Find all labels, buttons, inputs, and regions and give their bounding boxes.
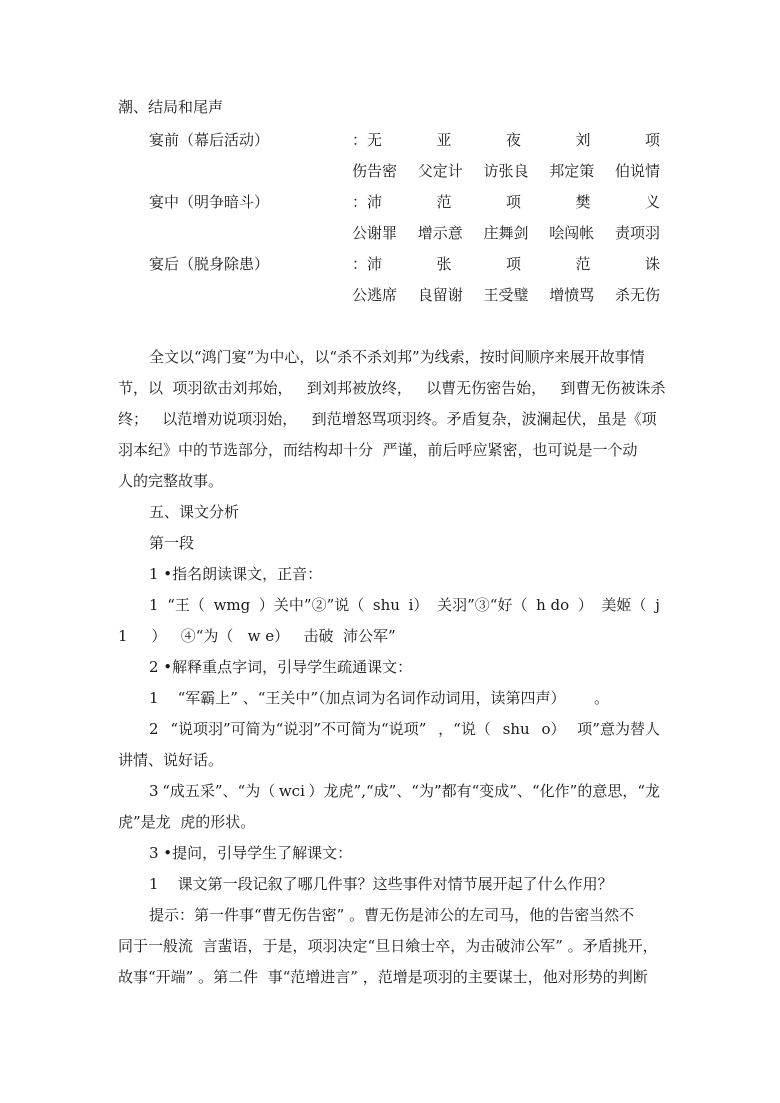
outline-event: 访张良 — [483, 162, 529, 180]
step2-item3-line1 — [149, 781, 660, 801]
item-part: “说项羽”可简为“说羽”不可简为“说项” — [170, 720, 427, 738]
outline-label-during: 宴中（明争暗斗） — [149, 193, 270, 211]
summary-line: 全文以“鸿门宴”为中心，以“杀不杀刘邦”为线索，按时间顺序来展开故事情 — [149, 348, 645, 366]
step1-title: 1 •指名朗读课文，正音： — [149, 565, 323, 583]
summary-line: 终； 以范增劝说项羽始， 到范增怒骂项羽终。矛盾复杂，波澜起伏，虽是《项 — [118, 410, 657, 428]
outline-event: 伯说情 — [614, 162, 660, 180]
step3-title: 3 •提问，引导学生了解课文： — [149, 844, 353, 862]
outline-event: 伤告密 — [352, 162, 398, 180]
summary-line: 羽本纪》中的节选部分，而结构却十分 严谨，前后呼应紧密，也可说是一个动 — [118, 441, 638, 459]
outline-char: 刘 — [575, 131, 591, 149]
outline-after-bottom — [352, 285, 660, 305]
outline-char: ：沛 — [352, 255, 383, 273]
step2-item3-line2: 虎”是龙 虎的形状。 — [118, 813, 256, 831]
outline-char: ：无 — [352, 131, 383, 149]
pron-part: “王（ — [167, 596, 205, 614]
outline-char: 诛 — [644, 255, 660, 273]
pron-part: 1 — [149, 596, 159, 614]
item-part: 2 — [149, 720, 159, 738]
item-part: ）龙虎”,“成”、“为”都有“变成”、“化作”的意思，“龙 — [308, 782, 660, 800]
step2-title: 2 •解释重点字词，引导学生疏通课文： — [149, 658, 413, 676]
step2-item1: 1 “军霸上” 、“王关中”（加点词为名词作动词用，读第四声） 。 — [149, 689, 610, 707]
heading-fragment: 潮、结局和尾声 — [118, 98, 224, 116]
section-title: 五、课文分析 — [149, 503, 240, 521]
outline-char: 项 — [644, 131, 660, 149]
item-part: o） — [541, 720, 566, 738]
item-part: shu — [502, 720, 530, 738]
outline-after-top — [352, 254, 660, 274]
item-part: ，“说（ — [438, 720, 491, 738]
pron-part: 关羽”③“好（ — [437, 596, 528, 614]
outline-char: 夜 — [505, 131, 521, 149]
step2-item2-line1 — [149, 719, 660, 739]
item-part: 3 — [149, 782, 159, 800]
pron-part: shu — [372, 596, 400, 614]
outline-event: 责项羽 — [614, 224, 660, 242]
outline-event: 王受璧 — [483, 286, 529, 304]
step1-pronunciation-line — [149, 595, 660, 615]
outline-event: 父定计 — [417, 162, 463, 180]
outline-char: 项 — [505, 193, 521, 211]
outline-event: 哙闯帐 — [549, 224, 595, 242]
pron-part: h do — [536, 596, 570, 614]
item-part: wci — [278, 782, 305, 800]
pron-part: wmg — [213, 596, 251, 614]
outline-before-bottom — [352, 161, 660, 181]
outline-char: 亚 — [436, 131, 452, 149]
pron-part: ）关中”②”说（ — [258, 596, 365, 614]
outline-event: 庄舞剑 — [483, 224, 529, 242]
pron-part: ） — [577, 596, 593, 614]
item-part: 项”意为替人 — [577, 720, 660, 738]
outline-before-top — [352, 130, 660, 150]
outline-during-bottom — [352, 223, 660, 243]
paragraph-title: 第一段 — [149, 534, 195, 552]
outline-char: ：沛 — [352, 193, 383, 211]
outline-label-after: 宴后（脱身除患） — [149, 255, 270, 273]
outline-char: 范 — [436, 193, 452, 211]
outline-event: 杀无伤 — [614, 286, 660, 304]
outline-event: 公谢罪 — [352, 224, 398, 242]
outline-event: 增示意 — [417, 224, 463, 242]
step3-question: 1 课文第一段记叙了哪几件事？这些事件对情节展开起了什么作用？ — [149, 875, 613, 893]
outline-event: 邦定策 — [549, 162, 595, 180]
step3-hint-line: 提示：第一件事“曹无伤告密” 。曹无伤是沛公的左司马，他的告密当然不 — [149, 906, 635, 924]
outline-event: 公逃席 — [352, 286, 398, 304]
summary-line: 节，以 项羽欲击刘邦始， 到刘邦被放终， 以曹无伤密告始， 到曹无伤被诛杀 — [118, 379, 666, 397]
pron-part: 美姬（ — [601, 596, 647, 614]
outline-char: 樊 — [575, 193, 591, 211]
outline-char: 义 — [644, 193, 660, 211]
pron-part: i） — [408, 596, 429, 614]
item-part: “成五采”、“为（ — [162, 782, 276, 800]
pron-part: j — [655, 596, 660, 614]
step2-item2-line2: 讲情、说好话。 — [118, 751, 224, 769]
outline-char: 范 — [575, 255, 591, 273]
outline-char: 张 — [436, 255, 452, 273]
outline-event: 增愤骂 — [549, 286, 595, 304]
outline-during-top — [352, 192, 660, 212]
step3-hint-line: 同于一般流 言蜚语，于是，项羽决定“旦日飨士卒，为击破沛公军” 。矛盾挑开， — [118, 937, 658, 955]
step1-pronunciation-line2: 1 ） ④“为（ w e） 击破 沛公军” — [118, 627, 396, 645]
outline-char: 项 — [505, 255, 521, 273]
outline-label-before: 宴前（幕后活动） — [149, 131, 270, 149]
summary-line: 人的完整故事。 — [118, 472, 224, 490]
outline-event: 良留谢 — [417, 286, 463, 304]
step3-hint-line: 故事“开端” 。第二件 事“范增进言” ，范增是项羽的主要谋士，他对形势的判断 — [118, 968, 648, 986]
